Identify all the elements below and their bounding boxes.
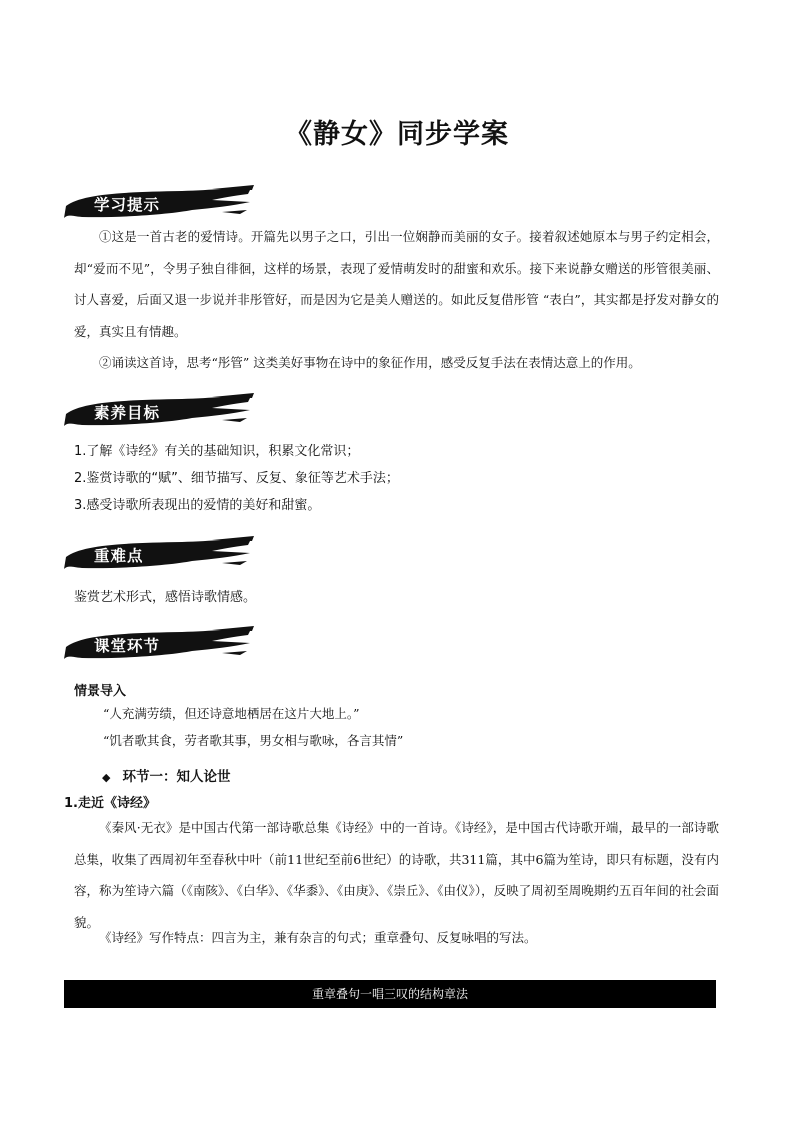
section-heading: 重难点 bbox=[94, 547, 144, 565]
section-heading: 学习提示 bbox=[94, 196, 161, 214]
step-title: 环节一：知人论世 bbox=[122, 769, 231, 785]
step-heading bbox=[102, 765, 230, 785]
ink-brush-decoration bbox=[62, 535, 254, 575]
sub-title: 1.走近《诗经》 bbox=[64, 796, 156, 811]
section-heading: 课堂环节 bbox=[94, 637, 161, 655]
section-heading: 素养目标 bbox=[94, 404, 161, 422]
hint-paragraph-2: ②诵读这首诗，思考“彤管” 这类美好事物在诗中的象征作用，感受反复手法在表情达意上的作用。 bbox=[99, 355, 641, 370]
diamond-bullet-icon: ◆ bbox=[102, 771, 111, 784]
section-banner-class bbox=[62, 625, 254, 665]
section-bar: 重章叠句一唱三叹的结构章法 bbox=[64, 980, 716, 1008]
section-banner-hint bbox=[62, 184, 254, 224]
goal-item: 1.了解《诗经》有关的基础知识，积累文化常识； bbox=[74, 444, 360, 459]
hint-paragraph-1: ①这是一首古老的爱情诗。开篇先以男子之口，引出一位娴静而美丽的女子。接着叙述她原本与男子约定相会，却“爱而不见”，令男子独自徘徊，这样的场景，表现了爱情萌发时的甜蜜和欢乐。接下来说静女赠送的彤管很美丽、讨人喜爱，后面又退一步说并非彤管好，而是因为它是美人赠送的。如此反复借彤管 “表白”，其实都是抒发对静女的爱，真实且有情趣。 bbox=[74, 229, 719, 339]
shijing-paragraph: 《秦风·无衣》是中国古代第一部诗歌总集《诗经》中的一首诗。《诗经》，是中国古代诗歌开端，最早的一部诗歌总集，收集了西周初年至春秋中叶（前11世纪至前6世纪）的诗歌，共311篇，其中6篇为笙诗，即只有标题，没有内容，称为笙诗六篇（《南陔》、《白华》、《华黍》、《由庚》、《崇丘》、《由仪》），反映了周初至周晚期约五百年间的社会面貌。 bbox=[74, 820, 719, 930]
quote-2: “饥者歌其食，劳者歌其事，男女相与歌咏，各言其情” bbox=[103, 733, 404, 748]
key-text: 鉴赏艺术形式，感悟诗歌情感。 bbox=[74, 590, 257, 605]
goal-item: 2.鉴赏诗歌的“赋”、细节描写、反复、象征等艺术手法； bbox=[74, 471, 399, 486]
shijing-features: 《诗经》写作特点：四言为主，兼有杂言的句式；重章叠句、反复咏唱的写法。 bbox=[99, 930, 537, 945]
quote-1: “人充满劳绩，但还诗意地栖居在这片大地上。” bbox=[103, 706, 360, 721]
goal-item: 3.感受诗歌所表现出的爱情的美好和甜蜜。 bbox=[74, 498, 321, 513]
section-banner-goals bbox=[62, 392, 254, 432]
page-title: 《静女》同步学案 bbox=[285, 119, 509, 150]
intro-title: 情景导入 bbox=[74, 684, 127, 699]
section-banner-key bbox=[62, 535, 254, 575]
